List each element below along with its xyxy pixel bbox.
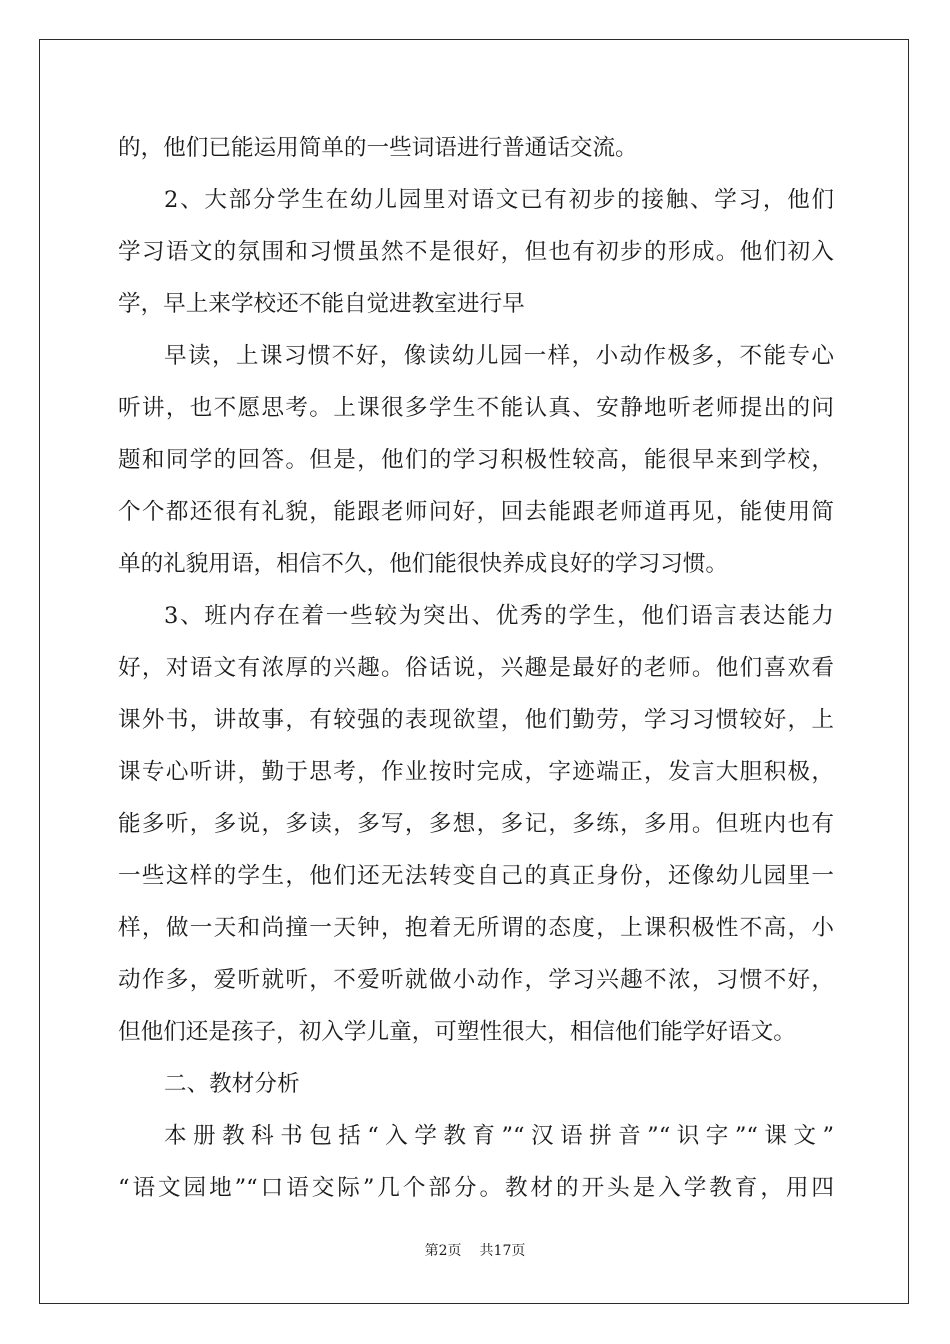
paragraph-line: 单的礼貌用语，相信不久，他们能很快养成良好的学习习惯。 [118, 551, 729, 577]
paragraph-line: 样，做一天和尚撞一天钟，抱着无所谓的态度，上课积极性不高，小 [118, 915, 834, 941]
paragraph-line: 本册教科书包括“入学教育”“汉语拼音”“识字”“课文” [164, 1123, 834, 1149]
page-footer [0, 1240, 950, 1260]
section-heading: 二、教材分析 [164, 1071, 300, 1097]
paragraph-line: 好，对语文有浓厚的兴趣。俗话说，兴趣是最好的老师。他们喜欢看 [118, 655, 834, 681]
paragraph-line: 动作多，爱听就听，不爱听就做小动作，学习兴趣不浓，习惯不好， [118, 967, 834, 993]
paragraph-line: 3、班内存在着一些较为突出、优秀的学生，他们语言表达能力 [164, 603, 834, 629]
paragraph-line: 一些这样的学生，他们还无法转变自己的真正身份，还像幼儿园里一 [118, 863, 834, 889]
document-body [118, 122, 834, 1214]
paragraph-line: 能多听，多说，多读，多写，多想，多记，多练，多用。但班内也有 [118, 811, 834, 837]
page-total: 共17页 [479, 1243, 526, 1259]
paragraph-line: 学，早上来学校还不能自觉进教室进行早 [118, 291, 525, 317]
page-number: 第2页 [424, 1243, 462, 1259]
paragraph-line: “语文园地”“口语交际”几个部分。教材的开头是入学教育，用四 [118, 1175, 834, 1201]
paragraph-line: 的，他们已能运用简单的一些词语进行普通话交流。 [118, 135, 638, 161]
paragraph-line: 但他们还是孩子，初入学儿童，可塑性很大，相信他们能学好语文。 [118, 1019, 796, 1045]
paragraph-line: 学习语文的氛围和习惯虽然不是很好，但也有初步的形成。他们初入 [118, 239, 834, 265]
paragraph-line: 课专心听讲，勤于思考，作业按时完成，字迹端正，发言大胆积极， [118, 759, 834, 785]
paragraph-line: 听讲，也不愿思考。上课很多学生不能认真、安静地听老师提出的问 [118, 395, 834, 421]
paragraph-line: 早读，上课习惯不好，像读幼儿园一样，小动作极多，不能专心 [164, 343, 834, 369]
paragraph-line: 个个都还很有礼貌，能跟老师问好，回去能跟老师道再见，能使用简 [118, 499, 834, 525]
paragraph-line: 题和同学的回答。但是，他们的学习积极性较高，能很早来到学校， [118, 447, 834, 473]
paragraph-line: 2、大部分学生在幼儿园里对语文已有初步的接触、学习，他们 [164, 187, 834, 213]
paragraph-line: 课外书，讲故事，有较强的表现欲望，他们勤劳，学习习惯较好，上 [118, 707, 834, 733]
